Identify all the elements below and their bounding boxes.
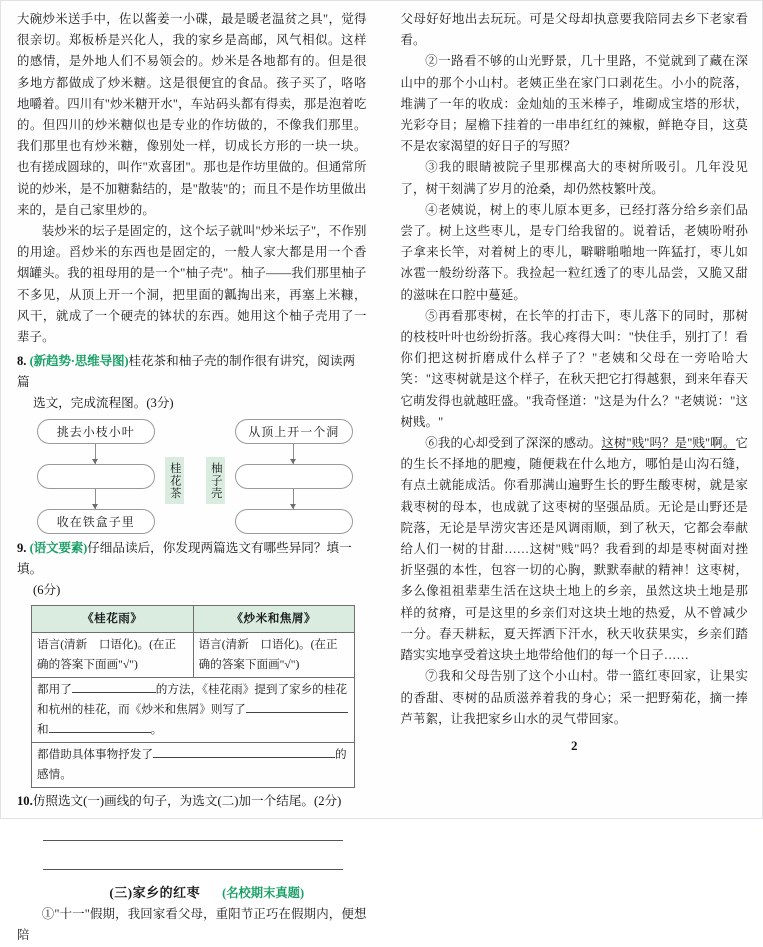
fill-blank-method[interactable]	[72, 692, 156, 693]
question-9-text: 仔细品读后，你发现两篇选文有哪些异同？填一填。	[17, 541, 352, 577]
right-paragraph-4: ④老姨说，树上的枣儿原本更多，已经打落分给乡亲们品尝了。树上这些枣儿，是专门给我留的。说着话，老姨吩咐孙子拿来长竿，对着树上的枣儿，噼噼啪啪地一阵猛打，枣儿如冰雹一般纷纷落下。我捡起一粒红透了的枣儿品尝，又脆又甜的滋味在口腔中蔓延。	[400, 202, 748, 302]
right-paragraph-3: ③我的眼睛被院子里那棵高大的枣树所吸引。几年没见了，树干刻满了岁月的沧桑，却仍然枝繁叶茂。	[400, 160, 748, 196]
question-10-number: 10.	[17, 794, 33, 809]
table-cell-method[interactable]	[32, 678, 355, 743]
left-column	[17, 9, 383, 943]
question-8-number: 8.	[17, 354, 27, 369]
question-9-number: 9.	[17, 541, 27, 556]
table-row	[32, 678, 355, 743]
method-text-b: 的方法，《桂花雨》提到了家乡的桂花和杭州的桂花，而《炒米和焦屑》则写了	[37, 683, 348, 717]
flow-box-left-2[interactable]	[37, 464, 155, 489]
question-8-tag: (新趋势·思维导图)	[29, 354, 129, 369]
flow-box-right-3[interactable]	[235, 509, 353, 534]
section-tag: (名校期末真题)	[222, 886, 305, 901]
question-10-text: 仿照选文(一)画线的句子，为选文(二)加一个结尾。(2分)	[32, 794, 342, 809]
paragraph-6-underlined-sentence: 这树"贱"吗？是"贱"啊。	[601, 436, 736, 451]
flow-box-left-1[interactable]: 挑去小枝小叶	[37, 419, 155, 444]
fill-blank-emotion[interactable]	[153, 757, 335, 758]
question-8-text-line2: 选文，完成流程图。(3分)	[33, 396, 174, 411]
method-text-a: 都用了	[37, 683, 72, 697]
fill-blank-item2[interactable]	[49, 732, 151, 733]
question-8-text: 桂花茶和柚子壳的制作很有讲究，阅读两篇	[17, 354, 356, 390]
emotion-text-b: 的感情。	[37, 748, 347, 782]
flowchart-right-branch	[235, 419, 353, 534]
paragraph-6-pre: ⑥我的心却受到了深深的感动。	[425, 436, 602, 451]
passage-paragraph-2: 装炒米的坛子是固定的，这个坛子就叫"炒米坛子"，不作别的用途。舀炒米的东西也是固定的，一般人家大都是用一个香烟罐头。我的祖母用的是一个"柚子壳"。柚子——我们那里柚子不多见，从顶上开一个洞，把里面的瓤掏出来，再塞上米糠，风干，就成了一个硬壳的钵状的东西。她用这个柚子壳用了一辈子。	[17, 224, 367, 345]
question-10	[17, 791, 367, 812]
table-header-guihuayu: 《桂花雨》	[32, 606, 194, 633]
right-paragraph-2: ②一路看不够的山光野景，几十里路，不觉就到了藏在深山中的那个小山村。老姨正坐在家门口剥花生。小小的院落，堆满了一年的收成：金灿灿的玉米棒子，堆砌成宝塔的形状，光彩夺目；屋檐下挂着的一串串红红的辣椒，鲜艳夺目，这莫不是农家渴望的好日子的写照？	[400, 54, 748, 154]
flow-box-right-2[interactable]	[235, 464, 353, 489]
table-row	[32, 633, 355, 678]
flow-arrow-right-2	[293, 489, 294, 509]
answer-line-1[interactable]	[43, 818, 343, 841]
right-column	[383, 9, 749, 812]
flowchart-label-guihuacha: 桂花茶	[165, 457, 184, 505]
flow-arrow-right-1	[293, 444, 294, 464]
table-header-chaomi: 《炒米和焦屑》	[193, 606, 355, 633]
flowchart	[17, 419, 367, 535]
flowchart-label-youziqiao: 柚子壳	[206, 457, 225, 505]
right-paragraph-5: ⑤再看那枣树，在长竿的打击下，枣儿落下的同时，那树的枝枝叶叶也纷纷折落。我心疼得大叫："快住手，别打了！看你们把这树折磨成什么样子了？"老姨和父母在一旁哈哈大笑："这枣树就是这个样子，在秋天把它打得越狠，到来年春天它萌发得也就越旺盛。"我奇怪道："这是为什么？"老姨说："这树贱。"	[400, 308, 748, 429]
flow-box-left-3[interactable]: 收在铁盒子里	[37, 509, 155, 534]
question-9-tag: (语文要素)	[29, 541, 88, 556]
table-header-row	[32, 606, 355, 633]
answer-line-2[interactable]	[43, 847, 343, 870]
table-row	[32, 743, 355, 788]
flowchart-left-branch	[37, 419, 155, 534]
passage-paragraph-1: 大碗炒米送手中，佐以酱姜一小碟，最是暖老温贫之具"，觉得很亲切。郑板桥是兴化人，我的家乡是高邮，风气相似。这样的感情，是外地人们不易领会的。炒米是各地都有的。但是很多地方都做成了炒米糖。这是很便宜的食品。孩子买了，咯咯地嚼着。四川有"炒米糖开水"，车站码头都有得卖，那是泡着吃的。但四川的炒米糖似也是专业的作坊做的，不像我们那里。我们那里也有炒米糖，像别处一样，切成长方形的一块一块。也有搓成圆球的，叫作"欢喜团"。那也是作坊里做的。但通常所说的炒米，是不加糖黏结的，是"散装"的；而且不是作坊里做出来的，是自己家里炒的。	[17, 12, 367, 217]
page-number: 2	[571, 737, 578, 753]
question-8	[17, 351, 367, 414]
table-cell-language-left[interactable]: 语言(清新 口语化)。(在正确的答案下面画"√")	[32, 633, 194, 678]
method-text-c: 和	[37, 723, 49, 737]
question-9-text-line2: (6分)	[33, 583, 61, 598]
paragraph-6-post: 它的生长不择地的肥瘦，随便栽在什么地方，哪怕是山沟石缝，有点土就能成活。你看那满山遍野生长的野生酸枣树，就是家栽枣树的母本，也成就了这枣树的坚强品质。无论是山野还是院落，无论是旱涝灾害还是风调雨顺，到了秋天，它都会奉献给人们一树的甘甜……这树"贱"吗？我看到的却是枣树面对挫折坚强的本性，包容一切的心胸，默默奉献的精神！这枣树，多么像祖祖辈辈生活在这块土地上的乡亲，虽然这块土地是那样的贫瘠，可是这里的乡亲们对这块土地的热爱，从不曾减少一分。春天耕耘，夏天挥洒下汗水，秋天收获果实，乡亲们踏踏实实地享受着这块土地带给他们的每一个日子……	[400, 436, 748, 663]
flow-arrow-left-2	[95, 489, 96, 509]
method-text-d: 。	[150, 723, 163, 737]
flow-box-right-1[interactable]: 从顶上开一个洞	[235, 419, 353, 444]
right-paragraph-6	[401, 433, 749, 666]
question-9	[17, 538, 367, 601]
flowchart-labels	[165, 419, 225, 535]
right-paragraph-7: ⑦我和父母告别了这个小山村。带一篮红枣回家，让果实的香甜、枣树的品质滋养着我的身心；采一把野菊花，摘一捧芦苇絮，让我把家乡山水的灵气带回家。	[400, 669, 748, 726]
emotion-text-a: 都借助具体事物抒发了	[37, 748, 153, 762]
table-cell-emotion[interactable]	[32, 743, 355, 788]
section-title: (三)家乡的红枣	[109, 885, 201, 901]
flow-arrow-left-1	[95, 444, 96, 464]
reading-passage-start: ①"十一"假期，我回家看父母，重阳节正巧在假期内，便想陪	[17, 907, 367, 943]
two-column-layout	[1, 1, 762, 943]
comparison-table	[31, 605, 355, 788]
table-cell-language-right[interactable]: 语言(清新 口语化)。(在正确的答案下面画"√")	[193, 633, 355, 678]
right-paragraph-continuation: 父母好好地出去玩玩。可是父母却执意要我陪同去乡下老家看看。	[400, 12, 748, 48]
section-heading	[17, 882, 367, 901]
fill-blank-item1[interactable]	[246, 712, 348, 713]
